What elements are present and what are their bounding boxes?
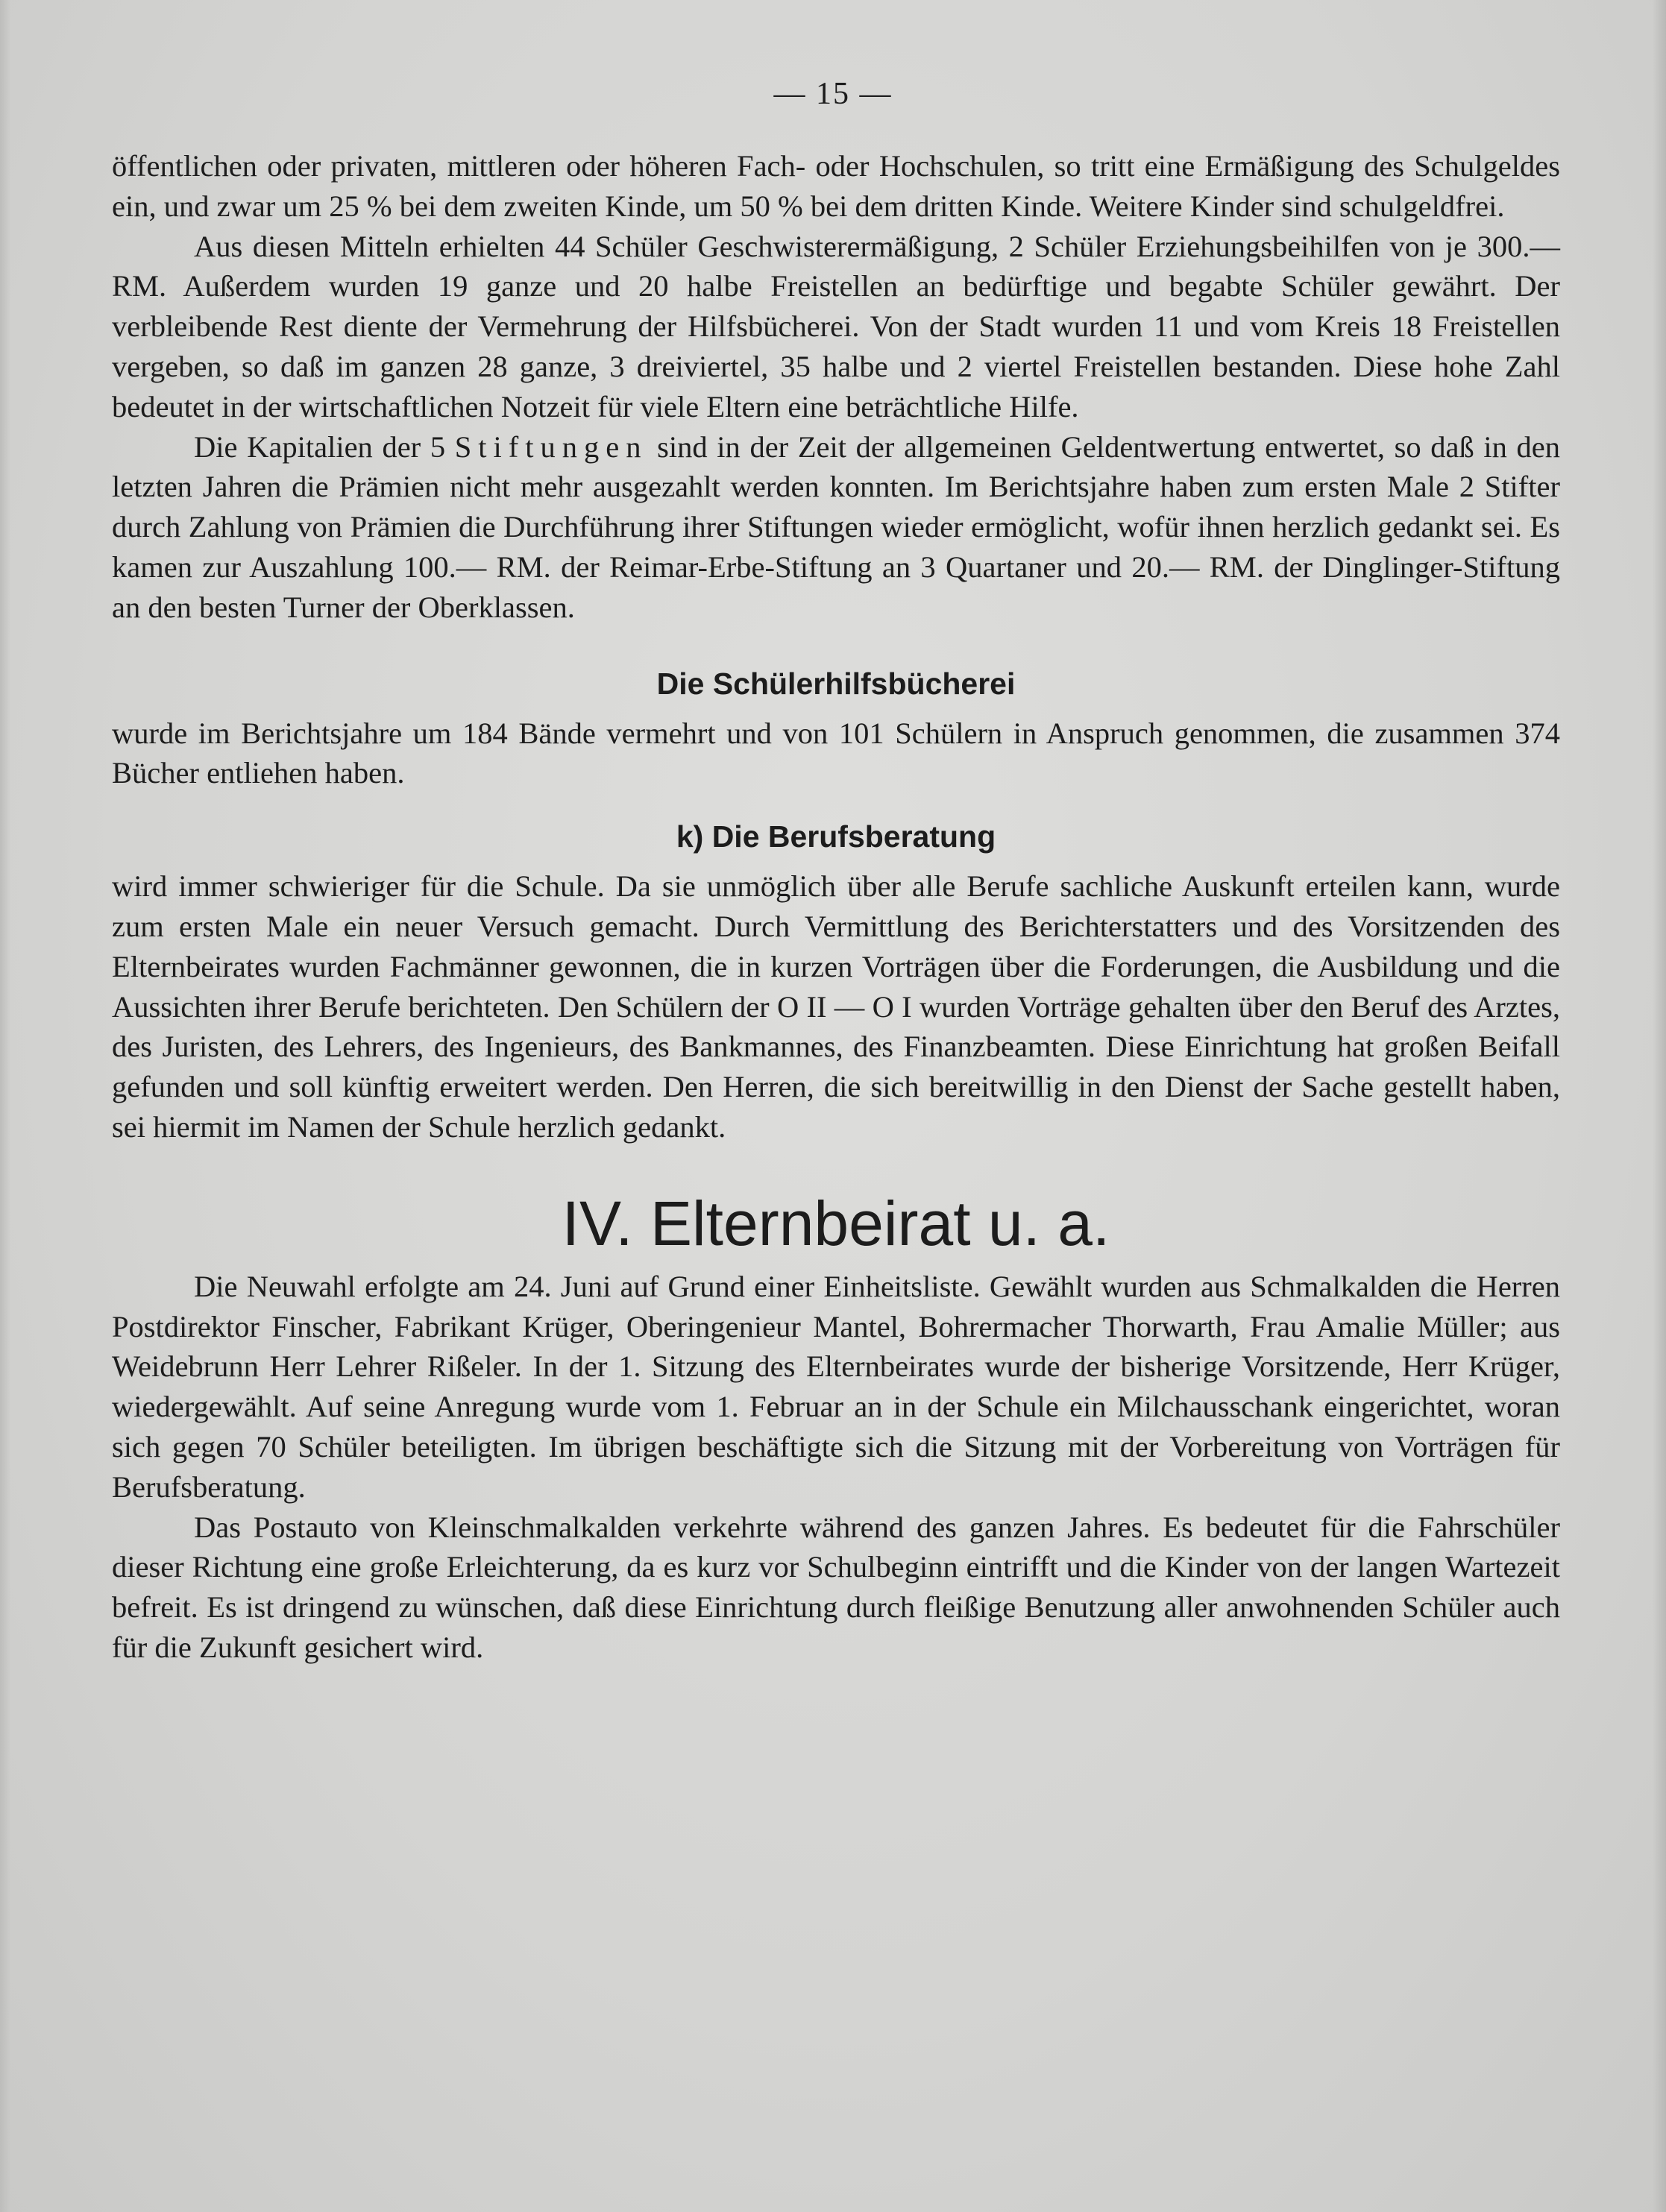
page-edge-shadow-right <box>1653 0 1666 2212</box>
paragraph-schulgeld: öffentlichen oder privaten, mittleren oder höheren Fach- oder Hochschulen, so tritt eine Ermäßigung des Schulgeldes ein, und zwar um 25 % bei dem zweiten Kinde, um 50 % bei dem dritten Kinde. Weitere Kinder sind schulgeldfrei. <box>112 149 1560 223</box>
heading-schuelerhilfsbuecherei: Die Schülerhilfsbücherei <box>656 666 1016 701</box>
stiftungen-spaced-word: Stiftungen <box>454 429 648 464</box>
heading-elternbeirat: IV. Elternbeirat u. a. <box>562 1188 1110 1258</box>
paragraph-stiftungen <box>112 427 1560 628</box>
page-body <box>112 146 1560 1668</box>
heading-berufsberatung: k) Die Berufsberatung <box>676 819 996 854</box>
paragraph-hilfsbuecherei: wurde im Berichtsjahre um 184 Bände vermehrt und von 101 Schülern in Anspruch genommen, die zusammen 374 Bücher entliehen haben. <box>112 716 1560 790</box>
page-number: — 15 — <box>773 77 893 111</box>
paragraph-berufsberatung: wird immer schwieriger für die Schule. Da sie unmöglich über alle Berufe sachliche Auskunft erteilen kann, wurde zum ersten Male ein neuer Versuch gemacht. Durch Vermittlung des Berichterstatters und des Vorsitzenden des Elternbeirates wurden Fachmänner gewonnen, die in kurzen Vorträgen über die Forderungen, die Ausbildung und die Aussichten ihrer Berufe berichteten. Den Schülern der O II — O I wurden Vorträge gehalten über den Beruf des Arztes, des Juristen, des Lehrers, des Ingenieurs, des Bankmannes, des Finanzbeamten. Diese Einrichtung hat großen Beifall gefunden und soll künftig erweitert werden. Den Herren, die sich bereitwillig in den Dienst der Sache gestellt haben, sei hiermit im Namen der Schule herzlich gedankt. <box>112 869 1560 1144</box>
section-berufsberatung <box>112 816 1560 1147</box>
stiftungen-text-after: sind in der Zeit der allgemeinen Geldentwertung entwertet, so daß in den letzten Jahren die Prämien nicht mehr ausgezahlt werden konnten. Im Berichtsjahre haben zum ersten Male 2 Stifter durch Zahlung von Prämien die Durchführung ihrer Stiftungen wieder ermöglicht, wofür ihnen herzlich gedankt sei. Es kamen zur Auszahlung 100.— RM. der Reimar-Erbe-Stiftung an 3 Quartaner und 20.— RM. der Dinglinger-Stiftung an den besten Turner der Oberklassen. <box>112 429 1561 624</box>
section-intro <box>112 146 1560 628</box>
stiftungen-text-before: Die Kapitalien der 5 <box>194 429 446 464</box>
section-hilfsbuecherei <box>112 663 1560 794</box>
section-elternbeirat <box>112 1186 1560 1668</box>
paragraph-postauto: Das Postauto von Kleinschmalkalden verkehrte während des ganzen Jahres. Es bedeutet für die Fahrschüler dieser Richtung eine große Erleichterung, da es kurz vor Schulbeginn eintrifft und die Kinder von der langen Wartezeit befreit. Es ist dringend zu wünschen, daß diese Einrichtung durch fleißige Benutzung aller anwohnenden Schüler auch für die Zukunft gesichert wird. <box>112 1510 1560 1664</box>
page-edge-shadow-left <box>0 0 10 2212</box>
paragraph-geschwisterermaessigung: Aus diesen Mitteln erhielten 44 Schüler Geschwisterermäßigung, 2 Schüler Erziehungsbeihilfen von je 300.— RM. Außerdem wurden 19 ganze und 20 halbe Freistellen an bedürftige und begabte Schüler gewährt. Der verbleibende Rest diente der Vermehrung der Hilfsbücherei. Von der Stadt wurden 11 und vom Kreis 18 Freistellen vergeben, so daß im ganzen 28 ganze, 3 dreiviertel, 35 halbe und 2 viertel Freistellen bestanden. Diese hohe Zahl bedeutet in der wirtschaftlichen Notzeit für viele Eltern eine beträchtliche Hilfe. <box>112 229 1560 423</box>
paragraph-neuwahl: Die Neuwahl erfolgte am 24. Juni auf Grund einer Einheitsliste. Gewählt wurden aus Schmalkalden die Herren Postdirektor Finscher, Fabrikant Krüger, Oberingenieur Mantel, Bohrermacher Thorwarth, Frau Amalie Müller; aus Weidebrunn Herr Lehrer Rißeler. In der 1. Sitzung des Elternbeirates wurde der bisherige Vorsitzende, Herr Krüger, wiedergewählt. Auf seine Anregung wurde vom 1. Februar an in der Schule ein Milchausschank eingerichtet, woran sich gegen 70 Schüler beteiligten. Im übrigen beschäftigte sich die Sitzung mit der Vorbereitung von Vorträgen für Berufsberatung. <box>112 1269 1560 1504</box>
